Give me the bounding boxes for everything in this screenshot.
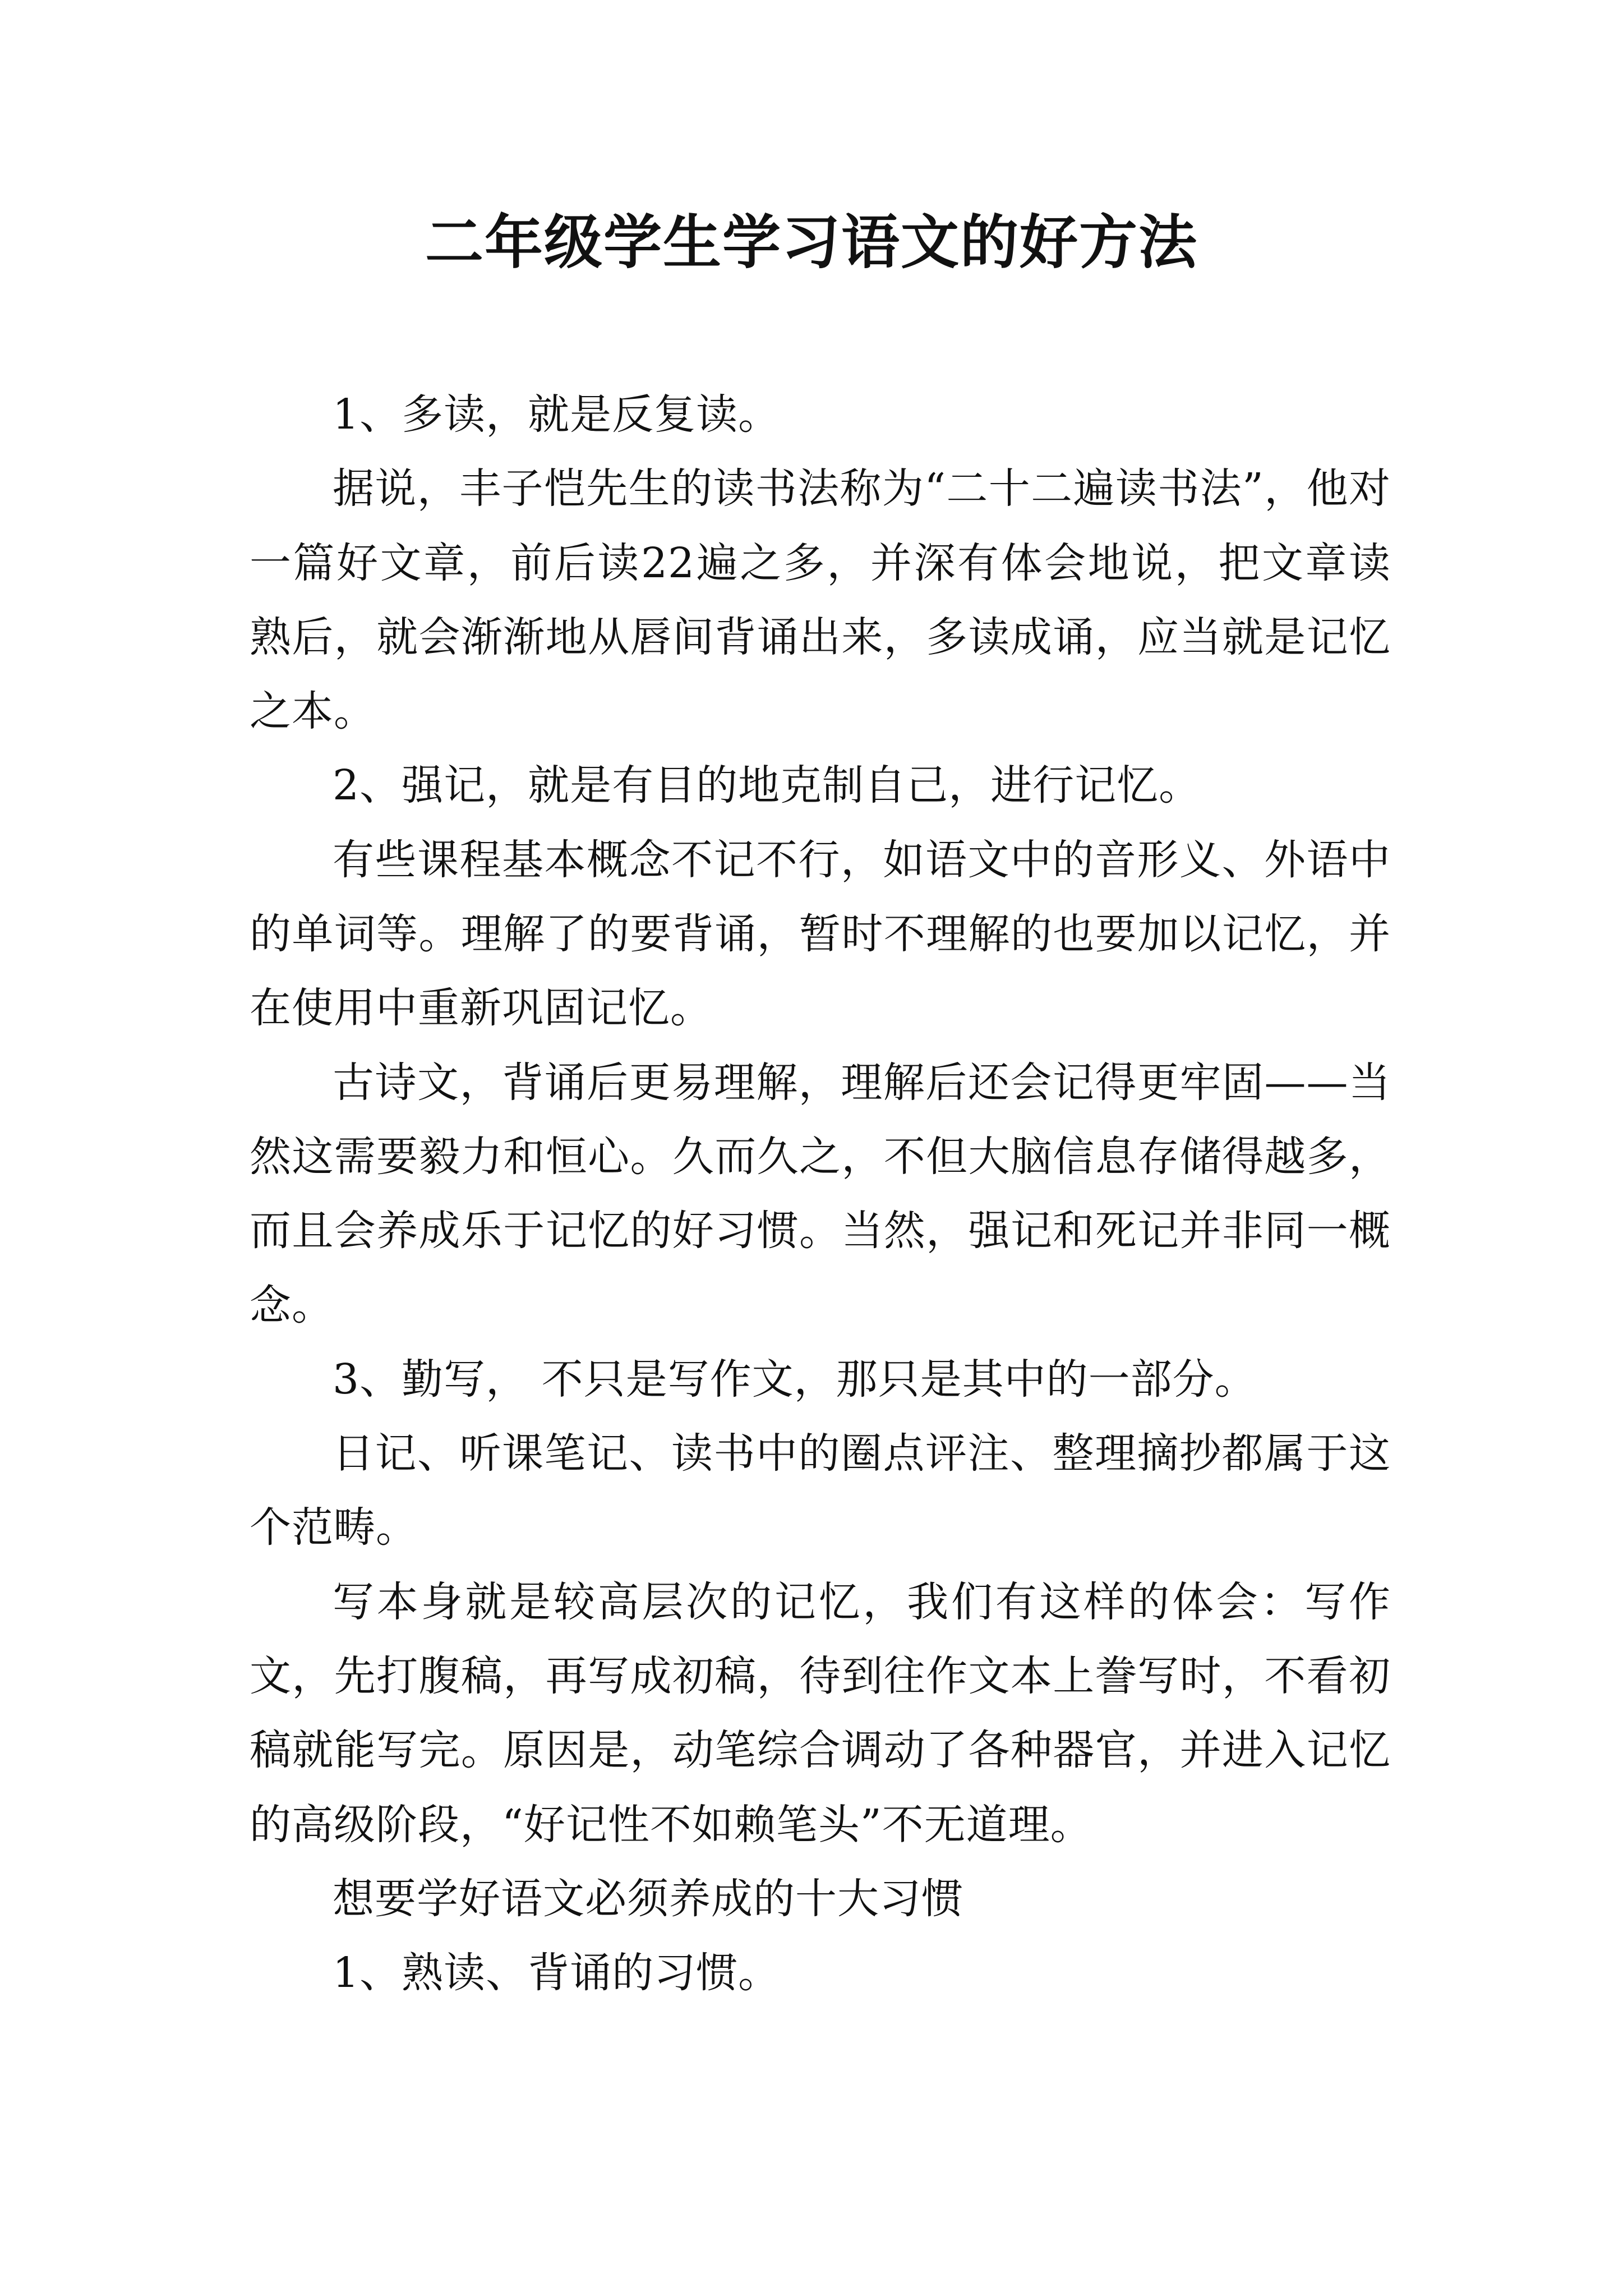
paragraph-ancient-poetry: 古诗文，背诵后更易理解，理解后还会记得更牢固——当然这需要毅力和恒心。久而久之，不但大脑信息存储得越多，而且会养成乐于记忆的好习惯。当然，强记和死记并非同一概念。 — [250, 1058, 1391, 1329]
paragraph-writing-scope: 日记、听课笔记、读书中的圈点评注、整理摘抄都属于这个范畴。 — [250, 1429, 1391, 1552]
document-title: 二年级学生学习语文的好方法 — [425, 208, 1198, 277]
paragraph-writing-detail: 写本身就是较高层次的记忆，我们有这样的体会：写作文，先打腹稿，再写成初稿，待到往作文本上誊写时，不看初稿就能写完。原因是，动笔综合调动了各种器官，并进入记忆的高级阶段，“好记性不如赖笔头”不无道理。 — [250, 1577, 1391, 1849]
paragraph-reading-detail: 据说，丰子恺先生的读书法称为“二十二遍读书法”，他对一篇好文章，前后读22遍之多，并深有体会地说，把文章读熟后，就会渐渐地从唇间背诵出来，多读成诵，应当就是记忆之本。 — [250, 464, 1391, 736]
paragraph-writing-heading: 3、勤写， 不只是写作文，那只是其中的一部分。 — [333, 1355, 1257, 1404]
paragraph-memorize-heading: 2、强记，就是有目的地克制自己，进行记忆。 — [333, 761, 1201, 810]
document-body — [250, 378, 1391, 2010]
paragraph-habit-1: 1、熟读、背诵的习惯。 — [333, 1949, 781, 1998]
paragraph-habits-heading: 想要学好语文必须养成的十大习惯 — [333, 1874, 963, 1923]
paragraph-memorize-detail: 有些课程基本概念不记不行，如语文中的音形义、外语中的单词等。理解了的要背诵，暂时不理解的也要加以记忆，并在使用中重新巩固记忆。 — [250, 835, 1391, 1033]
paragraph-reading-heading: 1、多读，就是反复读。 — [333, 390, 781, 439]
